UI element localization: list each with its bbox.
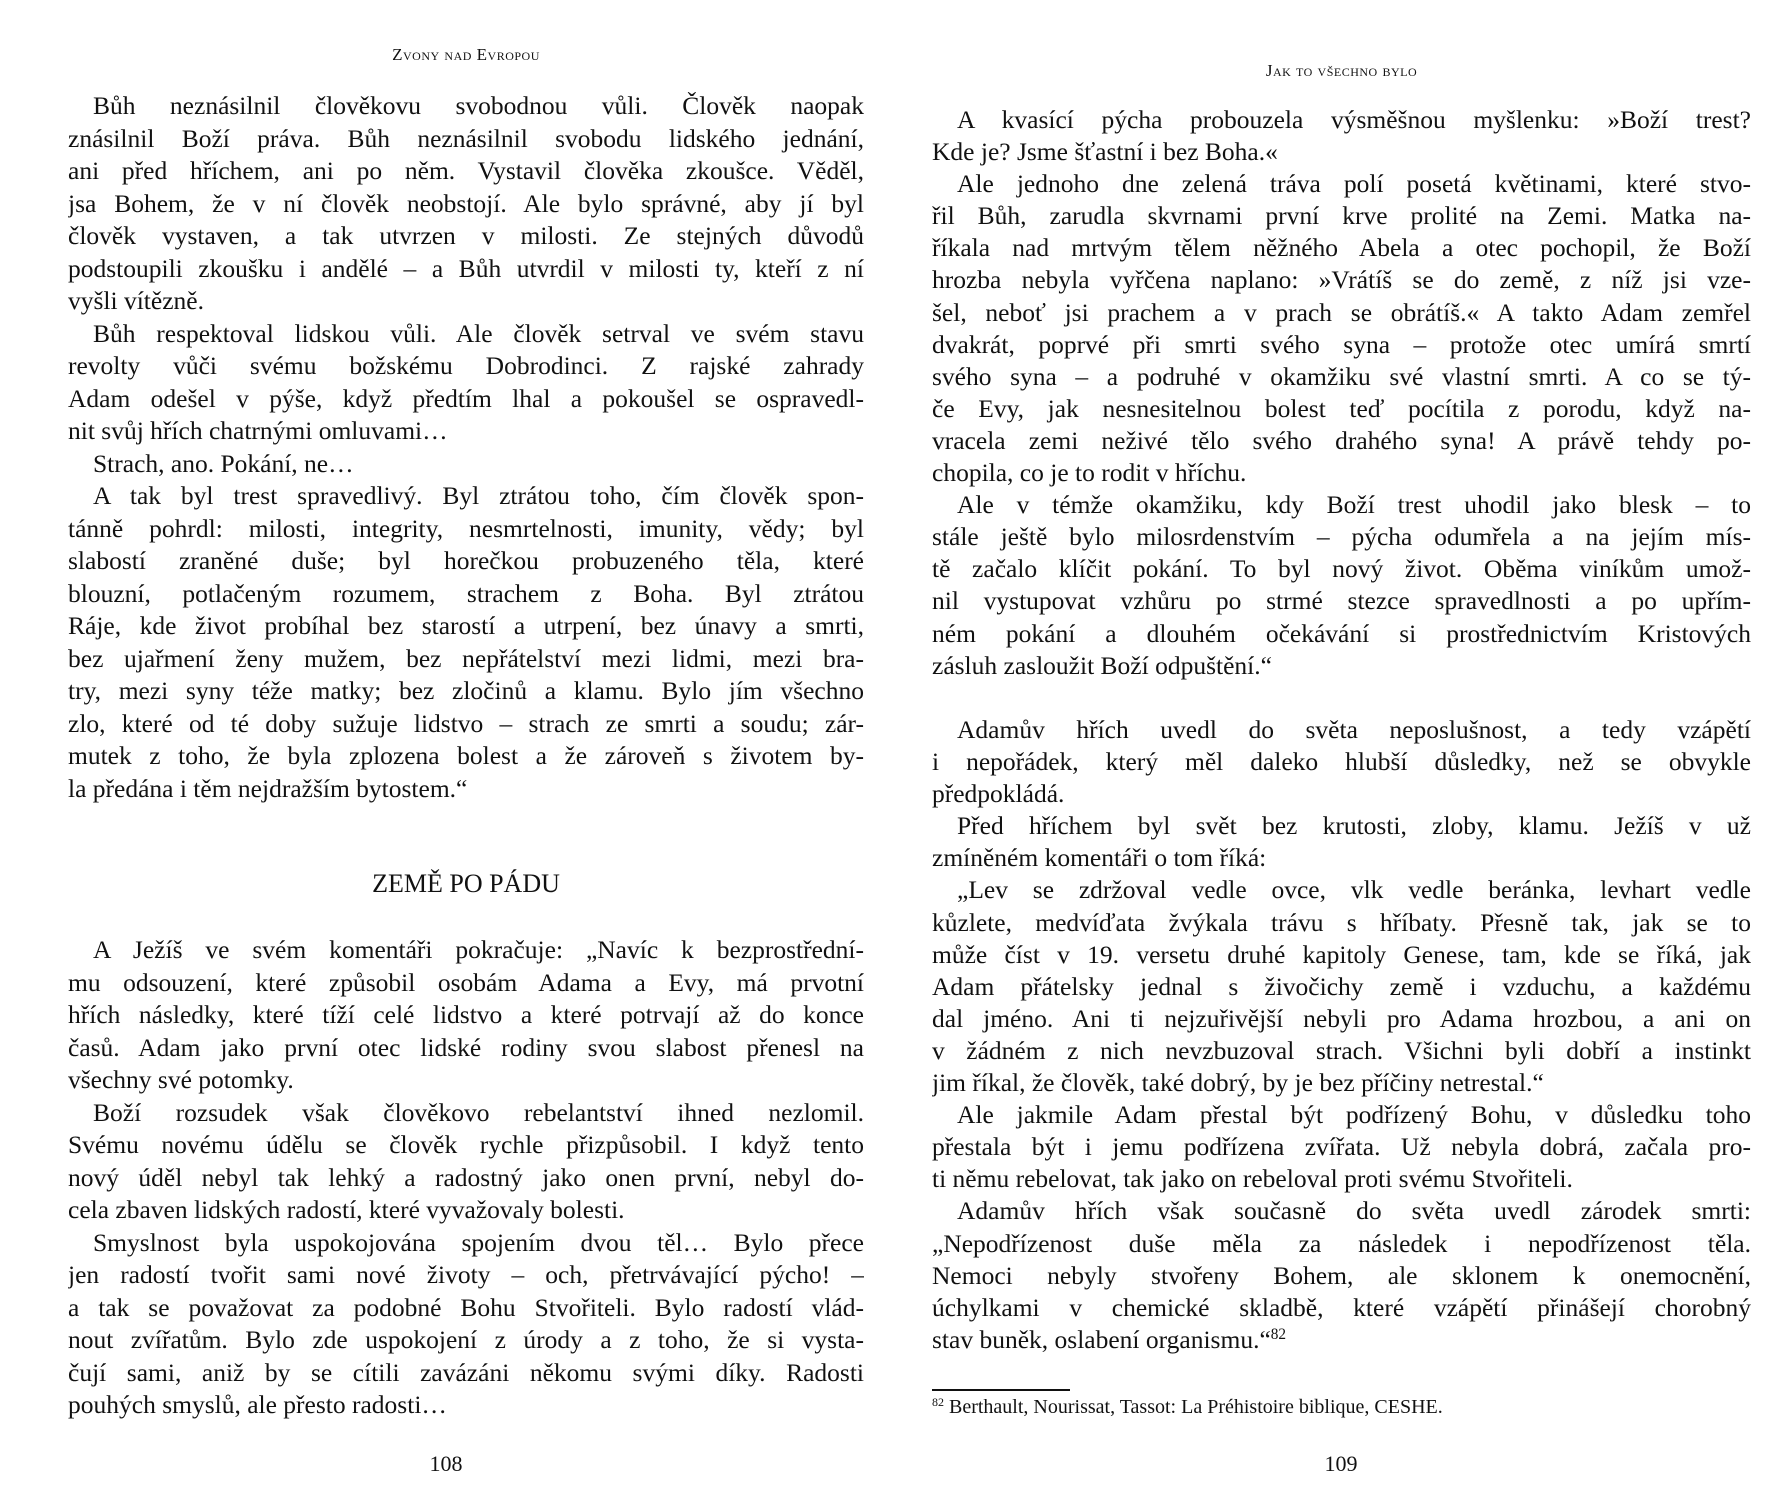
text-line-content: A Ježíš ve svém komentáři pokračuje: „Navíc k bezprostřední- [93, 935, 864, 964]
text-line-content: hrozba nebyla vyřčena naplano: »Vrátíš se do země, z níž jsi vze- [932, 265, 1751, 295]
paragraph [68, 1227, 864, 1422]
text-line-content: Adam přátelsky jednal s živočichy země i vzduchu, a každému [932, 971, 1751, 1001]
text-line-content: tánně pohrdl: milosti, integrity, nesmrtelnosti, imunity, vědy; byl [68, 513, 864, 543]
text-line [68, 383, 864, 416]
text-line-content: nit svůj hřích chatrnými omluvami… [68, 416, 448, 445]
paragraph [68, 90, 864, 318]
text-line-content: vracela zemi neživé tělo svého drahého syna! A právě tehdy po- [932, 425, 1751, 455]
text-line-content: kůzlete, medvíďata žvýkala trávu s hříbaty. Přesně tak, jak se to [932, 907, 1751, 937]
text-line [932, 842, 1751, 874]
paragraph [932, 1099, 1751, 1195]
text-line [932, 1067, 1751, 1099]
text-line-content: přestala být i jemu podřízena zvířata. Už nebyla dobrá, začala pro- [932, 1132, 1751, 1162]
paragraph [68, 318, 864, 448]
text-line [932, 939, 1751, 971]
paragraph [68, 934, 864, 1097]
text-line-content: A tak byl trest spravedlivý. Byl ztrátou toho, čím člověk spon- [93, 481, 864, 510]
text-line-content: Ale jednoho dne zelená tráva polí posetá květinami, které stvo- [957, 169, 1751, 199]
text-line [932, 168, 1751, 200]
text-line [68, 773, 864, 806]
text-line-content: Svému novému údělu se člověk rychle přizpůsobil. I když tento [68, 1130, 864, 1159]
footnote-number: 82 [932, 1394, 944, 1409]
text-line [68, 999, 864, 1032]
text-line-content: Boží rozsudek však člověkovo rebelantství ihned nezlomil. [93, 1097, 864, 1127]
text-line [68, 1357, 864, 1390]
text-line-content: hřích následky, které tíží celé lidstvo a které potrvají až do konce [68, 1000, 864, 1029]
text-line-content: a tak se považovat za podobné Bohu Stvořiteli. Bylo radostí vlád- [68, 1292, 864, 1322]
text-line [68, 1064, 864, 1097]
text-line-content: če Evy, jak nesnesitelnou bolest teď pocítila z porodu, když na- [932, 393, 1751, 423]
text-line-content: ti němu rebelovat, tak jako on rebeloval proti svému Stvořiteli. [932, 1164, 1573, 1194]
text-line [68, 1162, 864, 1195]
text-line-content: bez ujařmení ženy mužem, bez nepřátelství mezi lidmi, mezi bra- [68, 643, 864, 673]
text-line-content: zlo, které od té doby sužuje lidstvo – strach ze smrti a soudu; zár- [68, 708, 864, 738]
text-line [932, 1260, 1751, 1292]
text-line [932, 1003, 1751, 1035]
text-line-content: Strach, ano. Pokání, ne… [93, 448, 354, 478]
text-line-content: mu odsouzení, které způsobil osobám Adama a Evy, má prvotní [68, 967, 864, 997]
text-line [932, 393, 1751, 425]
text-line-content: svého syna – a podruhé v okamžiku své vlastní smrti. A co se tý- [932, 361, 1751, 391]
text-line-content: ném pokání a dlouhém očekávání si prostřednictvím Kristových [932, 618, 1751, 648]
text-line-content: „Nepodřízenost duše měla za následek i nepodřízenost těla. [932, 1228, 1751, 1258]
text-line [932, 329, 1751, 361]
text-line [932, 521, 1751, 553]
right-page-section-1 [932, 104, 1751, 682]
text-line-content: try, mezi syny téže matky; bez zločinů a klamu. Bylo jím všechno [68, 676, 864, 705]
text-line [932, 810, 1751, 842]
text-line [932, 361, 1751, 393]
text-line [932, 232, 1751, 264]
text-line [932, 971, 1751, 1003]
text-line-content: dal jméno. Ani ti nejzuřivější nebyli pro Adama hrozbou, a ani on [932, 1003, 1751, 1033]
text-line [68, 1194, 864, 1227]
text-line [68, 1032, 864, 1065]
text-line [68, 545, 864, 578]
text-line-content: Ale v témže okamžiku, kdy Boží trest uhodil jako blesk – to [957, 490, 1751, 520]
paragraph [932, 168, 1751, 489]
text-line-content: Smyslnost byla uspokojována spojením dvou těl… Bylo přece [93, 1227, 864, 1257]
text-line [932, 907, 1751, 939]
text-line-content: nout zvířatům. Bylo zde uspokojení z úrody a z toho, že si vysta- [68, 1325, 864, 1354]
text-line [68, 188, 864, 221]
text-line [932, 1099, 1751, 1131]
text-line-content: Kde je? Jsme šťastní i bez Boha.« [932, 137, 1278, 167]
text-line-content: stále ještě bylo milosrdenstvím – pýcha odumřela a na jejím mís- [932, 522, 1751, 552]
text-line-content: Adam odešel v pýše, když předtím lhal a pokoušel se ospravedl- [68, 383, 864, 413]
text-line-content: časů. Adam jako první otec lidské rodiny svou slabost přenesl na [68, 1032, 864, 1062]
text-line [68, 415, 864, 448]
text-line-content: revolty vůči svému božskému Dobrodinci. Z rajské zahrady [68, 351, 864, 380]
running-head-left-text: Zvony nad Evropou [392, 45, 540, 64]
text-line [932, 1195, 1751, 1227]
text-line-content: nil vystupovat vzhůru po strmé stezce spravedlnosti a po upřím- [932, 586, 1751, 616]
paragraph [932, 104, 1751, 168]
text-line [68, 1097, 864, 1130]
text-line-content: Nemoci nebyly stvořeny Bohem, ale sklonem k onemocnění, [932, 1260, 1751, 1290]
text-line-content: jsa Bohem, že v ní člověk neobstojí. Ale bylo správné, aby jí byl [68, 188, 864, 218]
text-line-content: blouzní, potlačeným rozumem, strachem z Boha. Byl ztrátou [68, 578, 864, 608]
left-page-section-2 [68, 934, 864, 1422]
text-line [68, 643, 864, 676]
text-line-content: ani před hříchem, ani po něm. Vystavil člověka zkoušce. Věděl, [68, 156, 864, 185]
text-line [68, 708, 864, 741]
text-line [68, 675, 864, 708]
text-line-content: nový úděl nebyl tak lehký a radostný jako onen první, nebyl do- [68, 1162, 864, 1192]
running-head-right [932, 61, 1751, 81]
footnote-reference: 82 [1270, 1325, 1287, 1343]
running-head-left [68, 45, 864, 65]
text-line [68, 480, 864, 513]
text-line [932, 746, 1751, 778]
text-line [68, 967, 864, 1000]
text-line-content: člověk vystaven, a tak utvrzen v milosti. Ze stejných důvodů [68, 221, 864, 250]
text-line [932, 425, 1751, 457]
left-page-section-1 [68, 90, 864, 805]
text-line-content: jim říkal, že člověk, také dobrý, by je bez příčiny netrestal.“ [932, 1068, 1544, 1098]
text-line [932, 1292, 1751, 1324]
text-line-content: Bůh respektoval lidskou vůli. Ale člověk setrval ve svém stavu [93, 318, 864, 348]
text-line [68, 578, 864, 611]
paragraph [932, 1195, 1751, 1355]
text-line-content: slabostí zraněné duše; byl horečkou probuzeného těla, které [68, 546, 864, 575]
text-line-content: úchylkami v chemické skladbě, které vzápětí přinášejí chorobný [932, 1292, 1751, 1322]
page-number-right: 109 [1324, 1451, 1358, 1476]
paragraph [932, 489, 1751, 682]
text-line-content: vyšli vítězně. [68, 286, 204, 315]
paragraph [68, 480, 864, 805]
text-line-content: pouhých smyslů, ale přesto radosti… [68, 1390, 447, 1419]
paragraph [932, 874, 1751, 1099]
text-line [932, 104, 1751, 136]
text-line [932, 457, 1751, 489]
text-line-content: la předána i těm nejdražším bytostem.“ [68, 773, 468, 803]
text-line [68, 285, 864, 318]
text-line-content: říkala nad mrtvým tělem něžného Abela a otec pochopil, že Boží [932, 233, 1751, 263]
text-line [932, 553, 1751, 585]
text-line [932, 618, 1751, 650]
text-line [932, 200, 1751, 232]
text-line [68, 155, 864, 188]
text-line [68, 1227, 864, 1260]
text-line [932, 1228, 1751, 1260]
text-line [68, 90, 864, 123]
text-line [68, 318, 864, 351]
text-line [932, 297, 1751, 329]
text-line [932, 264, 1751, 296]
text-line [68, 1324, 864, 1357]
chapter-heading: ZEMĚ PO PÁDU [372, 869, 560, 898]
right-page-section-2 [932, 714, 1751, 1356]
text-line [68, 1292, 864, 1325]
text-line-content: i nepořádek, který měl daleko hlubší důsledky, než se obvykle [932, 747, 1751, 777]
text-line [68, 740, 864, 773]
text-line [68, 123, 864, 156]
footnote-text: Berthault, Nourissat, Tassot: La Préhistoire biblique, CESHE. [949, 1396, 1443, 1418]
text-line-content: řil Bůh, zarudla skvrnami první krve prolité na Zemi. Matka na- [932, 201, 1751, 231]
text-line-content: Bůh neznásilnil člověkovu svobodnou vůli. Člověk naopak [93, 91, 864, 120]
text-line [932, 714, 1751, 746]
page-number-left: 108 [429, 1451, 463, 1476]
text-line-content: Ráje, kde život probíhal bez starostí a utrpení, bez únavy a smrti, [68, 611, 864, 640]
text-line [932, 1163, 1751, 1195]
text-line [68, 220, 864, 253]
text-line-content: může číst v 19. versetu druhé kapitoly Genese, tam, kde se říká, jak [932, 939, 1751, 969]
text-line-content: zásluh zasloužit Boží odpuštění.“ [932, 650, 1272, 680]
text-line [932, 874, 1751, 906]
text-line-content: cela zbaven lidských radostí, které vyvažovaly bolesti. [68, 1195, 625, 1224]
text-line [932, 585, 1751, 617]
footnote-divider [932, 1389, 1070, 1391]
paragraph [68, 1097, 864, 1227]
text-line-content: znásilnil Boží práva. Bůh neznásilnil svobodu lidského jednání, [68, 123, 864, 153]
text-line-content: šel, neboť jsi prachem a v prach se obrátíš.« A takto Adam zemřel [932, 297, 1751, 327]
text-line [932, 778, 1751, 810]
text-line-content: A kvasící pýcha probouzela výsměšnou myšlenku: »Boží trest? [957, 105, 1751, 134]
text-line [932, 1035, 1751, 1067]
paragraph [932, 714, 1751, 810]
text-line [932, 489, 1751, 521]
text-line [68, 1389, 864, 1422]
text-line [932, 1131, 1751, 1163]
text-line-content: chopila, co je to rodit v hříchu. [932, 458, 1247, 488]
text-line [68, 610, 864, 643]
text-line-content: mutek z toho, že byla zplozena bolest a že zároveň s životem by- [68, 741, 864, 770]
footnote [932, 1394, 1443, 1420]
text-line [932, 1324, 1751, 1356]
text-line-content: tě začalo klíčit pokání. To byl nový život. Oběma viníkům umož- [932, 554, 1751, 584]
paragraph [68, 448, 864, 481]
text-line-content: Adamův hřích však současně do světa uvedl zárodek smrti: [957, 1196, 1751, 1226]
text-line-content: dvakrát, poprvé při smrti svého syna – protože otec umírá smrtí [932, 329, 1751, 359]
text-line-content: podstoupili zkoušku i andělé – a Bůh utvrdil v milosti ty, kteří z ní [68, 253, 864, 283]
text-line-content: jen radostí tvořit sami nové životy – och, přetrvávající pýcho! – [68, 1260, 864, 1289]
paragraph [932, 810, 1751, 874]
text-line-content: zmíněném komentáři o tom říká: [932, 843, 1267, 873]
text-line [932, 650, 1751, 682]
text-line [68, 448, 864, 481]
text-line-content: stav buněk, oslabení organismu.“ [932, 1324, 1271, 1354]
text-line [68, 1259, 864, 1292]
text-line-content: Adamův hřích uvedl do světa neposlušnost, a tedy vzápětí [957, 715, 1751, 744]
text-line [68, 253, 864, 286]
text-line-content: v žádném z nich nevzbuzoval strach. Všichni byli dobří a instinkt [932, 1035, 1751, 1065]
text-line-content: Před hříchem byl svět bez krutosti, zloby, klamu. Ježíš v už [957, 811, 1751, 841]
text-line [68, 934, 864, 967]
text-line-content: čují sami, aniž by se cítili zavázáni někomu svými díky. Radosti [68, 1357, 864, 1387]
text-line [68, 1129, 864, 1162]
text-line-content: všechny své potomky. [68, 1065, 294, 1094]
running-head-right-text: Jak to všechno bylo [1265, 61, 1418, 80]
text-line-content: předpokládá. [932, 779, 1065, 809]
text-line [932, 136, 1751, 168]
text-line-content: „Lev se zdržoval vedle ovce, vlk vedle beránka, levhart vedle [957, 875, 1751, 905]
text-line-content: Ale jakmile Adam přestal být podřízený Bohu, v důsledku toho [957, 1100, 1751, 1130]
text-line [68, 513, 864, 546]
text-line [68, 350, 864, 383]
